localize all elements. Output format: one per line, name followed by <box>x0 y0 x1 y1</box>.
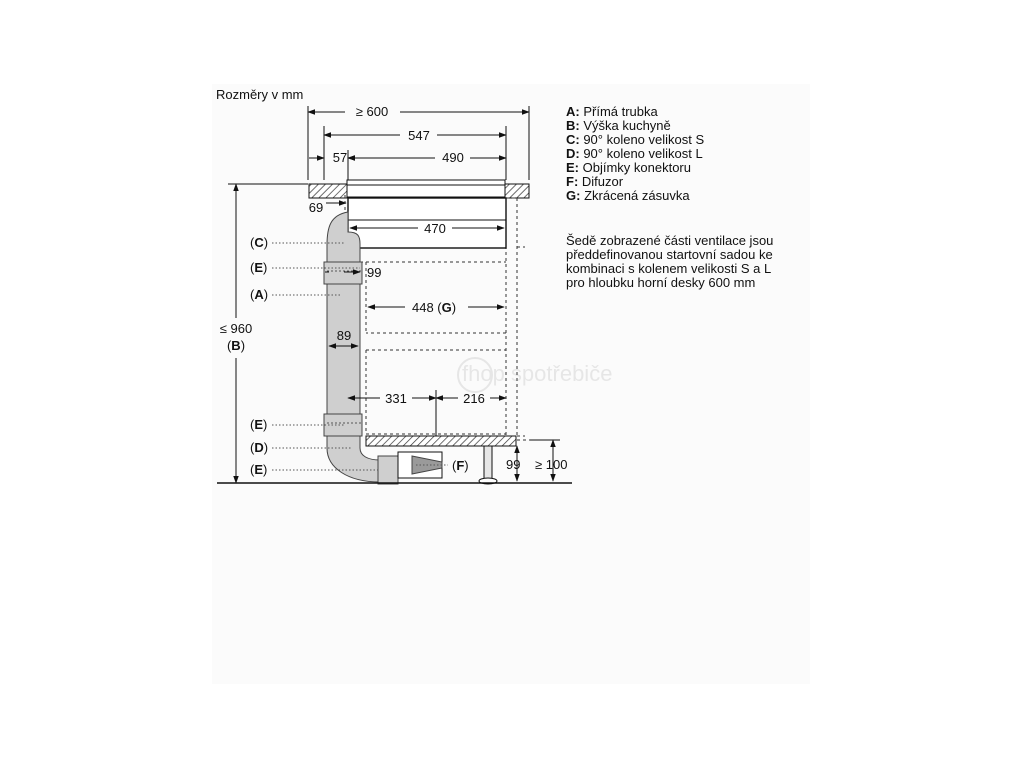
note-line: kombinaci s kolenem velikosti S a L <box>566 261 772 276</box>
dim-height-max: ≤ 960 <box>219 321 253 336</box>
callout-label: (E) <box>250 417 268 432</box>
dim-448: 448 (G) <box>412 300 457 315</box>
watermark-text: fhop spotřebiče <box>462 361 613 386</box>
callout-label: (E) <box>250 462 268 477</box>
legend-item: E: Objímky konektoru <box>566 160 691 175</box>
cabinet-foot <box>484 446 492 480</box>
callout-label: (E) <box>250 260 268 275</box>
legend-item: D: 90° koleno velikost L <box>566 146 703 161</box>
dim-57: 57 <box>332 150 348 165</box>
legend-item: C: 90° koleno velikost S <box>566 132 705 147</box>
dim-89: 89 <box>336 328 352 343</box>
legend-item: F: Difuzor <box>566 174 624 189</box>
callout-label: (C) <box>250 235 269 250</box>
plinth-panel <box>366 436 516 446</box>
legend-item: A: Přímá trubka <box>566 104 658 119</box>
dim-470: 470 <box>424 221 446 236</box>
dim-width-min: ≥ 600 <box>355 104 389 119</box>
diagram-title: Rozměry v mm <box>216 87 304 102</box>
hob-body <box>347 185 505 197</box>
worktop-left <box>309 184 347 198</box>
dim-plinth-99: 99 <box>506 457 521 472</box>
dim-331: 331 <box>385 391 407 406</box>
callout-label: (D) <box>250 440 269 455</box>
dim-69: 69 <box>308 200 324 215</box>
dim-547: 547 <box>408 128 430 143</box>
dim-plinth-min: ≥ 100 <box>535 457 568 472</box>
note-line: předdefinovanou startovní sadou ke <box>566 247 773 262</box>
dim-99-top: 99 <box>367 265 382 280</box>
dim-490: 490 <box>442 150 464 165</box>
dim-height-label: (B) <box>226 338 246 353</box>
worktop-right <box>505 184 529 198</box>
hob-glass <box>347 180 505 185</box>
legend-item: B: Výška kuchyně <box>566 118 671 133</box>
note-line: pro hloubku horní desky 600 mm <box>566 275 756 290</box>
note-line: Šedě zobrazené části ventilace jsou <box>566 233 774 248</box>
callout-label: (A) <box>250 287 269 302</box>
note <box>566 233 773 290</box>
dim-216: 216 <box>463 391 485 406</box>
callout-f: (F) <box>452 458 469 473</box>
legend-item: G: Zkrácená zásuvka <box>566 188 690 203</box>
